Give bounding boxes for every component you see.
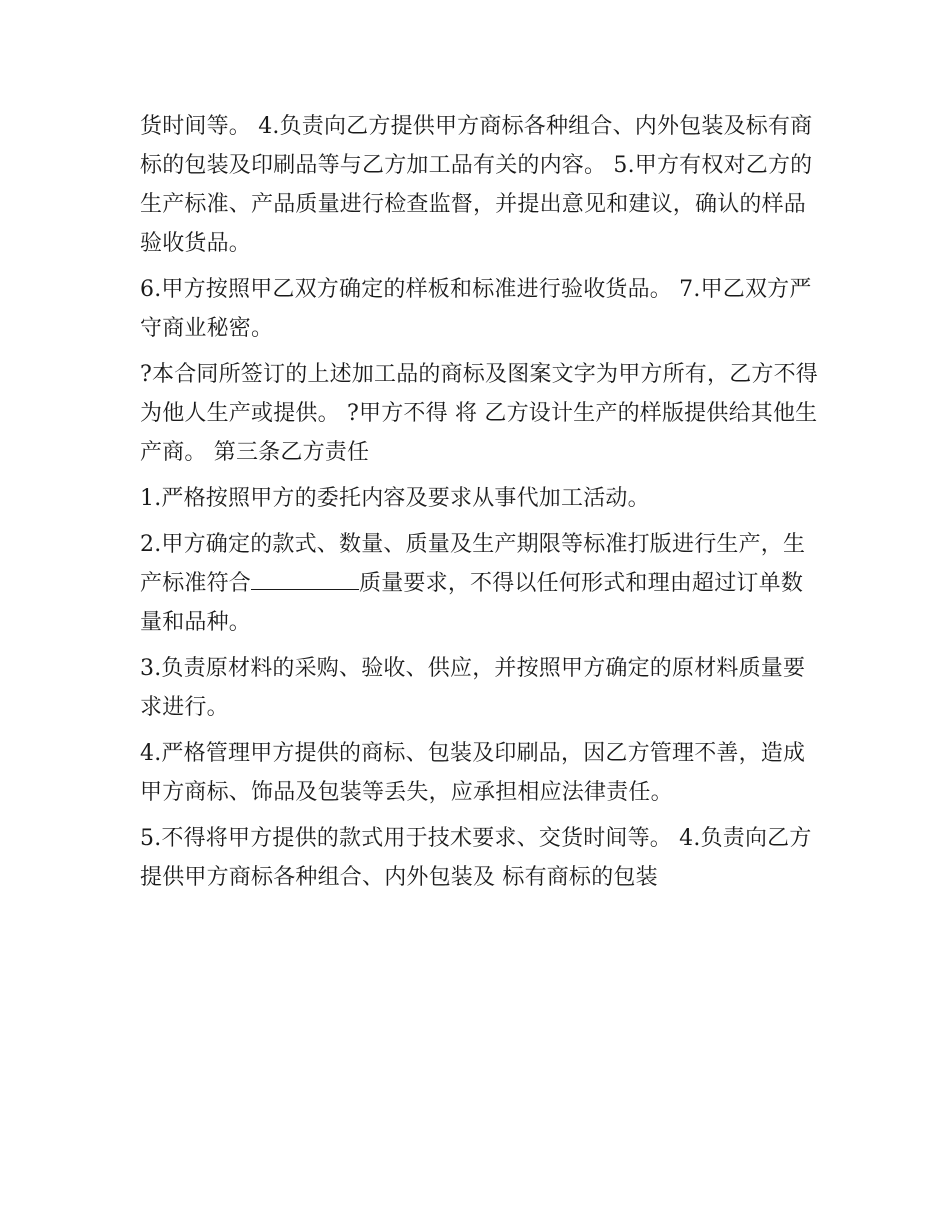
paragraph-clause-1: 1.严格按照甲方的委托内容及要求从事代加工活动。 [140,486,650,511]
clause-2-text-before: 2.甲方确定的款式、数量、质量及生产期限等标准打版进行生产，生产标准符合 [140,532,806,596]
document-body [140,107,820,904]
paragraph-clause-3: 3.负责原材料的采购、验收、供应，并按照甲方确定的原材料质量要求进行。 [140,656,806,720]
paragraph-acceptance-and-secrecy: 6.甲方按照甲乙双方确定的样板和标准进行验收货品。 7.甲乙双方严守商业秘密。 [140,277,812,341]
paragraph-clause-5: 5.不得将甲方提供的款式用于技术要求、交货时间等。 4.负责向乙方提供甲方商标各种组合、内外包装及 标有商标的包装 [140,826,812,890]
paragraph-clause-4: 4.严格管理甲方提供的商标、包装及印刷品，因乙方管理不善，造成甲方商标、饰品及包装等丢失，应承担相应法律责任。 [140,741,806,805]
clause-2-text-after: 质量要求，不得以任何形式和理由超过订单数量和品种。 [140,571,804,635]
paragraph-clause-2 [140,525,820,642]
paragraph-ownership-and-sample: ?本合同所签订的上述加工品的商标及图案文字为甲方所有，乙方不得为他人生产或提供。 ?甲方不得 将 乙方设计生产的样版提供给其他生产商。 第三条乙方责任 [140,362,818,465]
paragraph-delivery-and-trademark: 货时间等。 4.负责向乙方提供甲方商标各种组合、内外包装及标有商标的包装及印刷品等与乙方加工品有关的内容。 5.甲方有权对乙方的生产标准、产品质量进行检查监督，并提出意见和建议，确认的样品验收货品。 [140,114,813,256]
quality-standard-blank [251,565,359,590]
